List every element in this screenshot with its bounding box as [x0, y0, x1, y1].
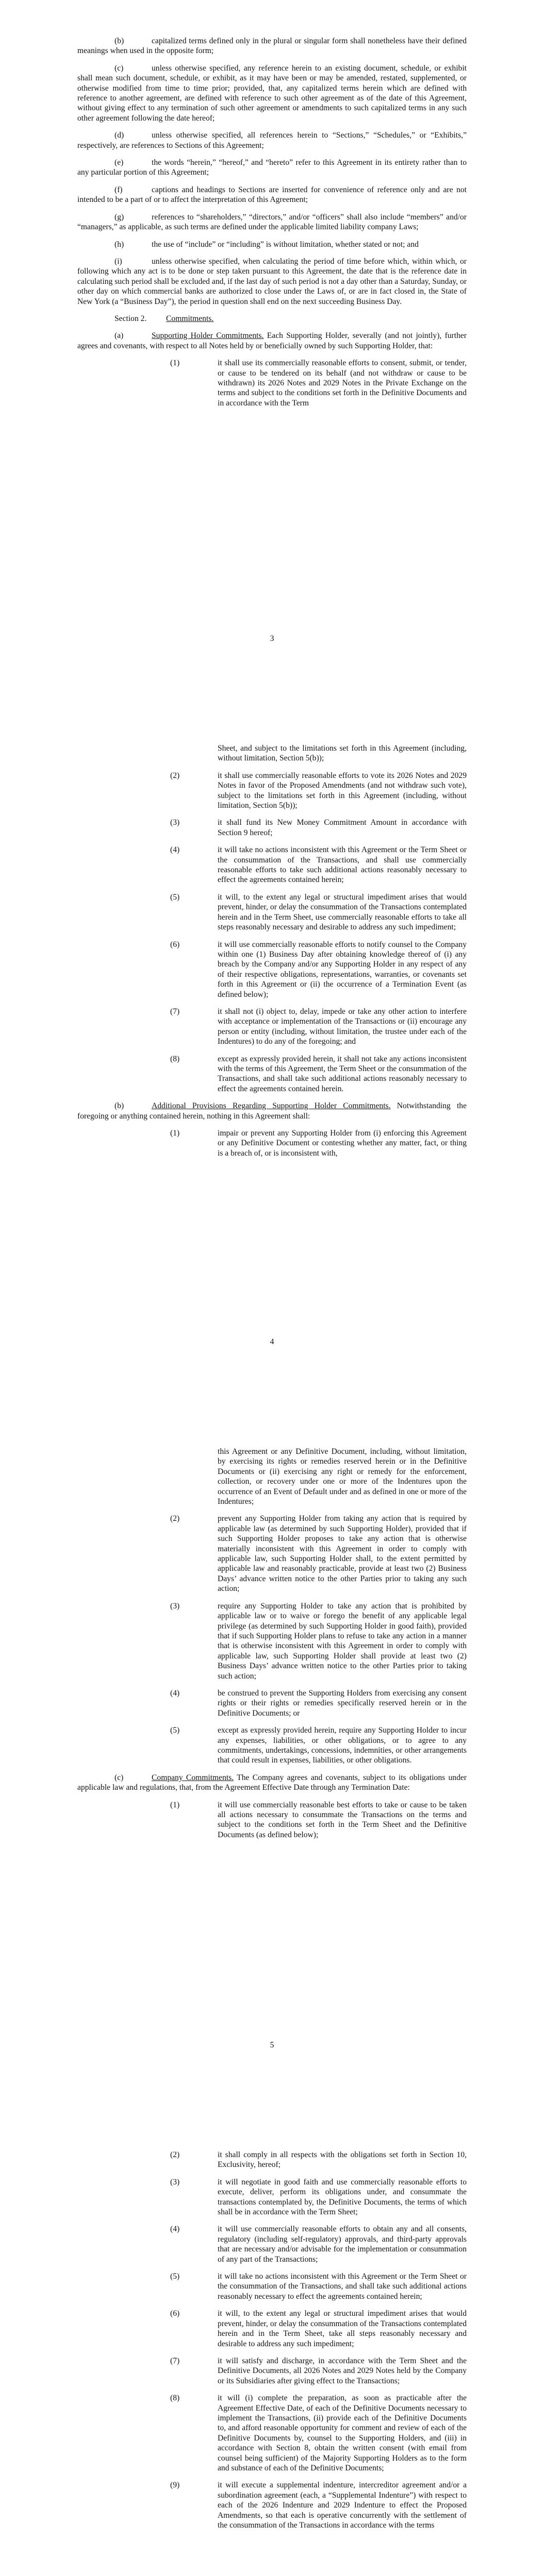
page-content: [77, 2150, 467, 2537]
list-item: (6) it will use commercially reasonable efforts to notify counsel to the Company within one (1) Business Day after obtaining knowledge thereof of (i) any breach by the Company and/or any Supporting Holder in any respect of any of their respective obligations, representations, warranties, or covenants set forth in this Agreement or (ii) the occurrence of a Termination Event (as defined below);: [170, 940, 467, 999]
paragraph: (g) references to “shareholders,” “directors,” and/or “officers” shall also include “members” and/or “managers,” as applicable, as such terms are defined under the applicable limited liability company Laws;: [77, 212, 467, 232]
list-item: (1) impair or prevent any Supporting Holder from (i) enforcing this Agreement or any Definitive Document or contesting whether any matter, fact, or thing is a breach of, or is inconsistent with,: [170, 1129, 467, 1158]
list-item: (4) it will take no actions inconsistent with this Agreement or the Term Sheet or the consummation of the Transactions, and shall use commercially reasonable efforts to take such additional actions reasonably necessary to effect the agreements contained herein;: [170, 845, 467, 885]
paragraph: (c) unless otherwise specified, any reference herein to an existing document, schedule, or exhibit shall mean such document, schedule, or exhibit, as it may have been or may be amended, restated, supplemented, or otherwise modified from time to time prior; provided, that, any capitalized terms herein which are defined with reference to another agreement, are defined with reference to such other agreement as of the date of this Agreement, without giving effect to any termination of such other agreement or amendments to such capitalized terms in any such other agreement following the date hereof;: [77, 63, 467, 123]
page-content: [77, 1447, 467, 1847]
list-item: (3) require any Supporting Holder to take any action that is prohibited by applicable law or to waive or forego the benefit of any applicable legal privilege (as determined by such Supporting Holder in good faith), provided that if such Supporting Holder plans to refuse to take any action in a manner that is otherwise inconsistent with this Agreement in order to comply with applicable law, such Supporting Holder shall provide at least two (2) Business Days’ advance written notice to the other Parties prior to taking such action;: [170, 1601, 467, 1681]
document-page-6: [0, 2110, 544, 2576]
list-item: (8) it will (i) complete the preparation, as soon as practicable after the Agreement Effective Date, of each of the Definitive Documents necessary to implement the Transactions, (ii) provide each of the Definitive Documents to, and afford reasonable opportunity for comment and review of each of the Definitive Documents by, counsel to the Supporting Holders, and (iii) in accordance with Section 8, obtain the written consent (with email from counsel being sufficient) of the Majority Supporting Holders as to the form and substance of each of the Definitive Documents;: [170, 2394, 467, 2472]
list-item: (5) it will, to the extent any legal or structural impediment arises that would prevent, hinder, or delay the consummation of the Transactions contemplated herein and in the Term Sheet, use commercially reasonable efforts to take all steps reasonably necessary and desirable to address any such impediment;: [170, 892, 467, 932]
list-item: (1) it will use commercially reasonable best efforts to take or cause to be taken all actions necessary to consummate the Transactions on the terms and subject to the conditions set forth in the Term Sheet and the Definitive Documents (as defined below);: [170, 1800, 467, 1839]
list-item: (2) it shall comply in all respects with the obligations set forth in Section 10, Exclusivity, hereof;: [170, 2150, 467, 2170]
paragraph: Sheet, and subject to the limitations set forth in this Agreement (including, without limitation, Section 5(b));: [218, 744, 467, 763]
page-number: 5: [270, 2041, 274, 2049]
list-item: (4) be construed to prevent the Supporting Holders from exercising any consent rights or their rights or remedies specifically reserved herein or in the Definitive Documents; or: [170, 1688, 467, 1718]
page-number: 4: [270, 1337, 274, 1346]
document-page-3: [0, 0, 544, 703]
list-item: (7) it will satisfy and discharge, in accordance with the Term Sheet and the Definitive Documents, all 2026 Notes and 2029 Notes held by the Company or its Subsidiaries after giving effect to the Transactions;: [170, 2356, 467, 2385]
paragraph: (f) captions and headings to Sections are inserted for convenience of reference only and are not intended to be a part of or to affect the interpretation of this Agreement;: [77, 185, 467, 205]
list-item: (3) it shall fund its New Money Commitment Amount in accordance with Section 9 hereof;: [170, 818, 467, 837]
document-page-5: [0, 1406, 544, 2110]
paragraph: (b) Additional Provisions Regarding Supporting Holder Commitments. Notwithstanding the foregoing or anything contained herein, nothing in this Agreement shall:: [77, 1101, 467, 1121]
list-item: (2) prevent any Supporting Holder from taking any action that is required by applicable law (as determined by such Supporting Holder), provided that if such Supporting Holder proposes to take any action that is otherwise materially inconsistent with this Agreement in order to comply with applicable law, such Supporting Holder shall, to the extent permitted by applicable law and reasonably practicable, provide at least two (2) Business Days’ advance written notice to the other Parties prior to taking any such action;: [170, 1514, 467, 1594]
list-item: (5) it will take no actions inconsistent with this Agreement or the Term Sheet or the consummation of the Transactions, and shall take such additional actions reasonably necessary to effect the agreements contained herein;: [170, 2272, 467, 2301]
list-item: (2) it shall use commercially reasonable efforts to vote its 2026 Notes and 2029 Notes in favor of the Proposed Amendments (and not withdraw such vote), subject to the limitations set forth in this Agreement (including, without limitation, Section 5(b));: [170, 771, 467, 810]
list-item: (4) it will use commercially reasonable efforts to obtain any and all consents, regulatory (including self-regulatory) approvals, and third-party approvals that are necessary and/or advisable for the implementation or consummation of any part of the Transactions;: [170, 2225, 467, 2264]
paragraph: (a) Supporting Holder Commitments. Each Supporting Holder, severally (and not jointly), further agrees and covenants, with respect to all Notes held by or beneficially owned by such Supporting Holder, that:: [77, 331, 467, 350]
list-item: (6) it will, to the extent any legal or structural impediment arises that would prevent, hinder, or delay the consummation of the Transactions contemplated herein and in the Term Sheet, take all steps reasonably necessary and desirable to address any such impediment;: [170, 2309, 467, 2348]
paragraph: (i) unless otherwise specified, when calculating the period of time before which, within which, or following which any act is to be done or step taken pursuant to this Agreement, the date that is the reference date in calculating such period shall be excluded and, if the last day of such period is not a day other than a Saturday, Sunday, or other day on which commercial banks are authorized to close under the Laws of, or are in fact closed in, the State of New York (a “Business Day”), the period in question shall end on the next succeeding Business Day.: [77, 257, 467, 306]
list-item: (7) it shall not (i) object to, delay, impede or take any other action to interfere with acceptance or implementation of the Transactions or (ii) encourage any person or entity (including, without limitation, the trustee under each of the Indentures) to do any of the foregoing; and: [170, 1007, 467, 1046]
list-item: (1) it shall use its commercially reasonable efforts to consent, submit, or tender, or cause to be tendered on its behalf (and not withdraw or cause to be withdrawn) its 2026 Notes and 2029 Notes in the Private Exchange on the terms and subject to the conditions set forth in the Definitive Documents and in accordance with the Term: [170, 359, 467, 408]
document-page-4: [0, 703, 544, 1406]
page-content: [77, 36, 467, 415]
paragraph: (e) the words “herein,” “hereof,” and “hereto” refer to this Agreement in its entirety rather than to any particular portion of this Agreement;: [77, 158, 467, 177]
paragraph: (d) unless otherwise specified, all references herein to “Sections,” “Schedules,” or “Exhibits,” respectively, are references to Sections of this Agreement;: [77, 131, 467, 150]
paragraph: (b) capitalized terms defined only in the plural or singular form shall nonetheless have their defined meanings when used in the opposite form;: [77, 37, 467, 56]
list-item: (8) except as expressly provided herein, it shall not take any actions inconsistent with the terms of this Agreement, the Term Sheet or the consummation of the Transactions, and shall take such additional actions reasonably necessary to effect the agreements contained herein.: [170, 1054, 467, 1093]
page-number: 3: [270, 634, 274, 643]
paragraph: this Agreement or any Definitive Document, including, without limitation, by exercising its rights or remedies reserved herein or in the Definitive Documents or (ii) exercising any right or remedy for the enforcement, collection, or recovery under one or more of the Indentures upon the occurrence of an Event of Default under and as defined in one or more of the Indentures;: [218, 1447, 467, 1506]
paragraph: (c) Company Commitments. The Company agrees and covenants, subject to its obligations under applicable law and regulations, that, from the Agreement Effective Date through any Termination Date:: [77, 1773, 467, 1792]
list-item: (3) it will negotiate in good faith and use commercially reasonable efforts to execute, deliver, perform its obligations under, and consummate the transactions contemplated by, the Definitive Documents, the terms of which shall be in accordance with the Term Sheet;: [170, 2177, 467, 2217]
page-content: [77, 743, 467, 1165]
list-item: (5) except as expressly provided herein, require any Supporting Holder to incur any expenses, liabilities, or other obligations, or to agree to any commitments, undertakings, concessions, indemnities, or other arrangements that could result in expenses, liabilities, or other obligations.: [170, 1726, 467, 1765]
list-item: (9) it will execute a supplemental indenture, intercreditor agreement and/or a subordination agreement (each, a “Supplemental Indenture”) with respect to each of the 2026 Indenture and 2029 Indenture to effect the Proposed Amendments, so that each is operative concurrently with the settlement of the consummation of the Transactions in accordance with the terms: [170, 2481, 467, 2530]
paragraph: (h) the use of “include” or “including” is without limitation, whether stated or not; and: [114, 240, 419, 249]
section-heading: Section 2. Commitments.: [114, 314, 214, 323]
